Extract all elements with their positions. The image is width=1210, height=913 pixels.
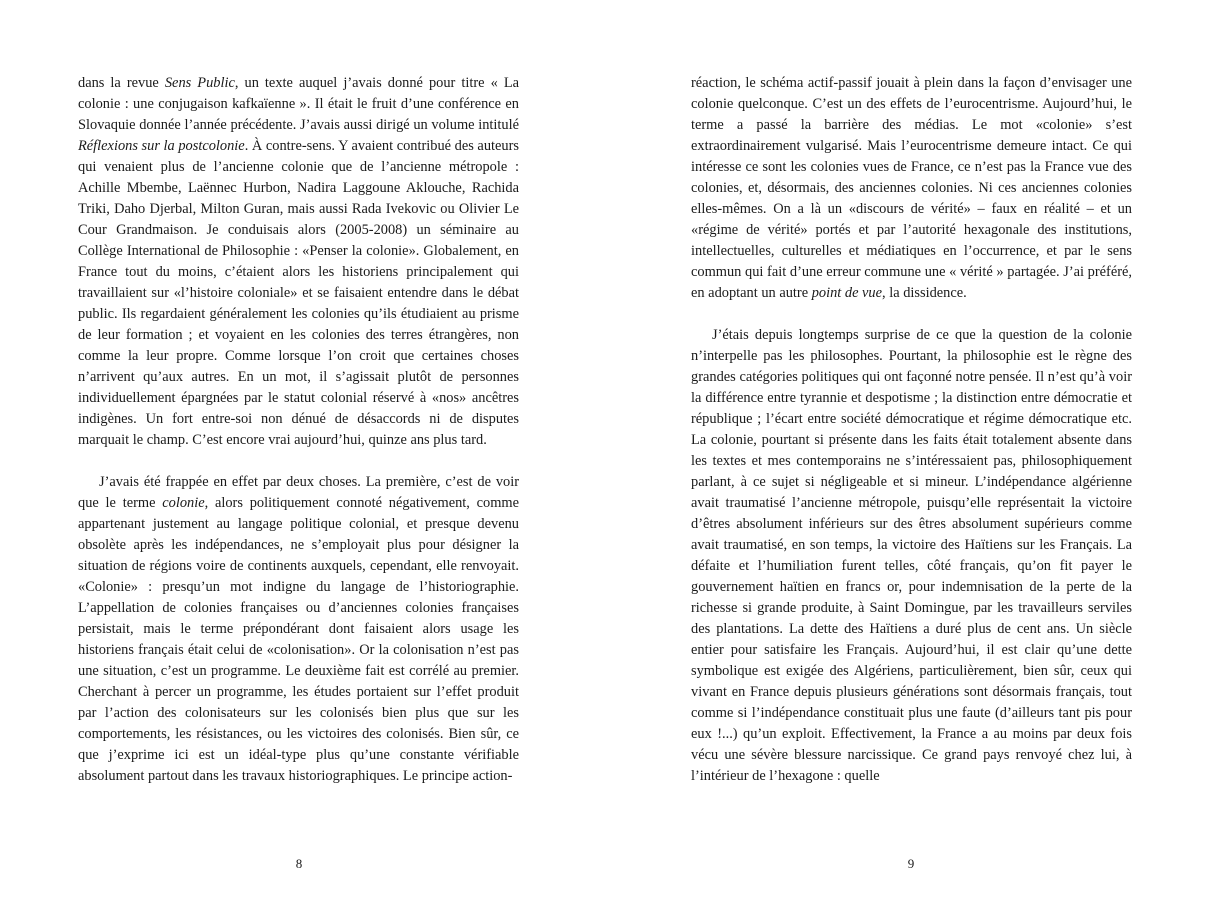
text-segment: dans la revue — [78, 75, 165, 91]
paragraph — [78, 73, 519, 451]
paragraph — [691, 325, 1132, 787]
italic-text-segment: Réflexions sur la postcolonie — [78, 138, 245, 154]
paragraph — [78, 472, 519, 787]
italic-text-segment: point de vue — [811, 285, 883, 301]
text-segment: , la dissidence. — [882, 285, 967, 301]
text-segment: J’étais depuis longtemps surprise de ce que la question de la colonie n’interpelle pas les philosophes. Pourtant, la philosophie est le règne des grandes catégories politiques qui ont façonné notre pensée. Il n’est qu’à voir la différence entre tyrannie et despotisme ; la distinction entre démocratie et république ; l’écart entre société démocratique et régime démocratique etc. La colonie, pourtant si présente dans les faits était totalement absente dans les textes et mes contemporains ne s’intéressaient pas, philosophiquement parlant, à ce sujet si négligeable et si mineur. L’indépendance algérienne avait traumatisé l’ancienne métropole, puisqu’elle représentait la victoire d’êtres absolument inférieurs sur des êtres absolument supérieurs comme avait traumatisé, en son temps, la victoire des Haïtiens sur les Français. La défaite et l’humiliation furent telles, côté français, qu’on fit payer le gouvernement haïtien en francs or, pour indemnisation de la perte de la richesse si grande produite, à Saint Domingue, par les travailleurs serviles des plantations. La dette des Haïtiens a duré plus de cent ans. Un siècle entier pour satisfaire les Français. Aujourd’hui, il est clair qu’une dette symbolique est exigée des Algériens, particulièrement, bien sûr, ceux qui vivant en France depuis plusieurs générations sont désormais français, tout comme si l’indépendance constituait plus une faute (d’ailleurs tant pis pour eux !...) qu’un exploit. Effectivement, la France a au moins par deux fois vécu une sévère blessure narcissique. Ce grand pays renvoyé chez lui, à l’intérieur de l’hexagone : quelle — [691, 327, 1132, 784]
italic-text-segment: colonie — [162, 495, 205, 511]
right-page — [691, 73, 1132, 787]
paragraph — [691, 73, 1132, 304]
italic-text-segment: Sens Public — [164, 75, 235, 91]
text-segment: . À contre-sens. Y avaient contribué des auteurs qui venaient plus de l’ancienne colonie que de l’ancienne métropole : Achille Mbembe, Laënnec Hurbon, Nadira Laggoune Aklouche, Rachida Triki, Daho Djerbal, Milton Guran, mais aussi Rada Ivekovic ou Olivier Le Cour Grandmaison. Je conduisais alors (2005-2008) un séminaire au Collège International de Philosophie : «Penser la colonie». Globalement, en France tout du moins, c’étaient alors les historiens principalement qui travaillaient sur «l’histoire coloniale» et se faisaient entendre dans le débat public. Ils regardaient généralement les colonies qu’ils étudiaient au prisme de leur formation ; et voyaient en les colonies des terres étrangères, non comme la leur propre. Comme lorsque l’on croit que certaines choses n’arrivent qu’aux autres. En un mot, il s’agissait plutôt de personnes individuellement épargnées par le statut colonial réservé à «nos» ancêtres indigènes. Un fort entre-soi non dénué de désaccords ni de disputes marquait le champ. C’est encore vrai aujourd’hui, quinze ans plus tard. — [78, 138, 519, 448]
left-page — [78, 73, 519, 787]
page-number: 8 — [295, 856, 303, 871]
text-segment: J’avais été frappée en effet par deux choses. La première, c’est de voir que le terme — [78, 474, 519, 511]
text-segment: , un texte auquel j’avais donné pour titre « La colonie : une conjugaison kafkaïenne ». Il était le fruit d’une conférence en Slovaquie donnée l’année précédente. J’avais aussi dirigé un volume intitulé — [78, 75, 520, 133]
page-number: 9 — [907, 856, 915, 871]
text-segment: , alors politiquement connoté négativement, comme appartenant justement au langage politique colonial, et presque devenu obsolète après les indépendances, ne s’employait plus pour désigner la situation de régions voire de continents auxquels, cependant, elle renvoyait. «Colonie» : presqu’un mot indigne du langage de l’historiographie. L’appellation de colonies françaises ou d’anciennes colonies françaises persistait, mais le terme prépondérant dont faisaient alors usage les historiens français était celui de «colonisation». Or la colonisation n’est pas une situation, c’est un programme. Le deuxième fait est corrélé au premier. Cherchant à percer un programme, les études portaient sur l’effet produit par l’action des colonisateurs sur les colonisés bien plus que sur les comportements, les résistances, ou les victoires des colonisés. Bien sûr, ce que j’exprime ici est un idéal-type plus qu’une constante vérifiable absolument partout dans les travaux historiographiques. Le principe action- — [78, 495, 519, 784]
text-segment: réaction, le schéma actif-passif jouait à plein dans la façon d’envisager une colonie quelconque. C’est un des effets de l’eurocentrisme. Aujourd’hui, le terme a passé la barrière des médias. Le mot «colonie» s’est extraordinairement vulgarisé. Mais l’eurocentrisme demeure intact. Ce qui intéresse ce sont les colonies vues de France, ce n’est pas la France vue des colonies, et, désormais, des anciennes colonies. Ni ces anciennes colonies elles-mêmes. On a là un «discours de vérité» – faux en réalité – et un «régime de vérité» portés et par l’autorité hexagonale des institutions, intellectuelles, culturelles et médiatiques en l’occurrence, et par le sens commun qui fait d’une erreur commune une « vérité » partagée. J’ai préféré, en adoptant un autre — [691, 75, 1132, 301]
